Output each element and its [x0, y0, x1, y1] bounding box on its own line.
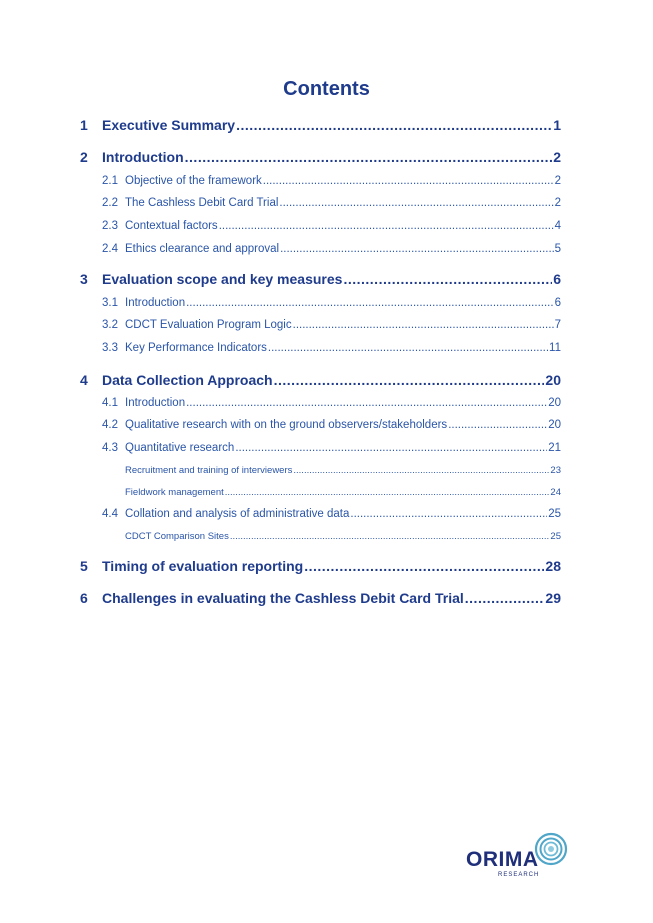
orima-logo	[464, 832, 574, 882]
toc-number: 2	[80, 149, 88, 165]
toc-page: 23	[550, 465, 561, 476]
toc-leader	[185, 149, 553, 165]
toc-leader	[274, 372, 545, 388]
toc-page: 25	[550, 531, 561, 542]
toc-number: 2.1	[102, 175, 118, 187]
toc-number: 2.2	[102, 197, 118, 209]
toc-leader	[343, 271, 552, 287]
toc-label: Quantitative research	[125, 442, 235, 454]
toc-entry-6[interactable]	[80, 590, 561, 606]
page-title: Contents	[283, 78, 370, 100]
toc-entry-4-3[interactable]	[80, 442, 561, 454]
toc-label: Fieldwork management	[125, 487, 224, 498]
toc-number: 4.2	[102, 419, 118, 431]
toc-leader	[263, 175, 554, 187]
toc-label: Contextual factors	[125, 220, 218, 232]
toc-leader	[186, 297, 553, 309]
toc-page: 20	[548, 397, 561, 409]
toc-entry-3-1[interactable]	[80, 297, 561, 309]
toc-label: Ethics clearance and approval	[125, 243, 280, 255]
toc-leader	[279, 197, 553, 209]
toc-page: 4	[554, 220, 561, 232]
toc-leader	[448, 419, 547, 431]
toc-number: 4.3	[102, 442, 118, 454]
toc-label: Introduction	[125, 397, 186, 409]
toc-entry-4-3-b[interactable]	[80, 487, 561, 498]
toc-number: 1	[80, 117, 88, 133]
toc-entry-1[interactable]	[80, 117, 561, 133]
toc-page: 2	[554, 197, 561, 209]
toc-leader	[186, 397, 547, 409]
toc-number: 4.4	[102, 508, 118, 520]
toc-leader	[230, 531, 550, 542]
toc-label: Timing of evaluation reporting	[102, 558, 304, 574]
toc-number: 3.1	[102, 297, 118, 309]
toc-page: 5	[554, 243, 561, 255]
toc-page: 28	[545, 558, 561, 574]
toc-number: 2.3	[102, 220, 118, 232]
toc-entry-2-3[interactable]	[80, 220, 561, 232]
toc-entry-4-2[interactable]	[80, 419, 561, 431]
toc-label: Objective of the framework	[125, 175, 262, 187]
toc-page: 6	[553, 271, 561, 287]
toc-number: 3.3	[102, 342, 118, 354]
toc-number: 3.2	[102, 319, 118, 331]
toc-entry-2-4[interactable]	[80, 243, 561, 255]
toc-label: Collation and analysis of administrative data	[125, 508, 350, 520]
toc-label: Introduction	[125, 297, 186, 309]
logo-wordmark: ORIMA	[466, 848, 539, 871]
toc-page: 7	[554, 319, 561, 331]
toc-entry-3-3[interactable]	[80, 342, 561, 354]
toc-leader	[350, 508, 547, 520]
toc-entry-2-2[interactable]	[80, 197, 561, 209]
toc-leader	[235, 442, 547, 454]
toc-page: 21	[548, 442, 561, 454]
toc-number: 3	[80, 271, 88, 287]
toc-label: CDCT Comparison Sites	[125, 531, 229, 542]
toc-page: 6	[554, 297, 561, 309]
toc-leader	[219, 220, 554, 232]
toc-label: Key Performance Indicators	[125, 342, 267, 354]
toc-entry-3[interactable]	[80, 271, 561, 287]
toc-leader	[268, 342, 548, 354]
toc-leader	[225, 487, 550, 498]
toc-number: 5	[80, 558, 88, 574]
toc-label: Evaluation scope and key measures	[102, 271, 343, 287]
toc-page: 29	[545, 590, 561, 606]
toc-label: Challenges in evaluating the Cashless Debit Card Trial	[102, 590, 464, 606]
toc-entry-4-4-a[interactable]	[80, 531, 561, 542]
toc-number: 6	[80, 590, 88, 606]
toc-label: CDCT Evaluation Program Logic	[125, 319, 292, 331]
toc-leader	[236, 117, 552, 133]
toc-entry-5[interactable]	[80, 558, 561, 574]
toc-label: Data Collection Approach	[102, 372, 273, 388]
toc-label: The Cashless Debit Card Trial	[125, 197, 279, 209]
toc-page: 1	[553, 117, 561, 133]
toc-number: 4	[80, 372, 88, 388]
toc-entry-4-4[interactable]	[80, 508, 561, 520]
toc-page: 2	[554, 175, 561, 187]
toc-leader	[280, 243, 554, 255]
toc-entry-3-2[interactable]	[80, 319, 561, 331]
toc-leader	[293, 319, 554, 331]
toc-label: Recruitment and training of interviewers	[125, 465, 293, 476]
toc-page: 24	[550, 487, 561, 498]
toc-page: 20	[548, 419, 561, 431]
toc-page: 20	[545, 372, 561, 388]
toc-page: 25	[548, 508, 561, 520]
logo-subtitle: RESEARCH	[498, 872, 540, 878]
toc-number: 4.1	[102, 397, 118, 409]
logo-rings-icon	[534, 832, 568, 866]
toc-entry-2[interactable]	[80, 149, 561, 165]
toc-number: 2.4	[102, 243, 118, 255]
toc-label: Executive Summary	[102, 117, 236, 133]
toc-entry-4[interactable]	[80, 372, 561, 388]
toc-page: 2	[553, 149, 561, 165]
toc-page: 11	[549, 342, 561, 354]
toc-entry-4-3-a[interactable]	[80, 465, 561, 476]
toc-leader	[304, 558, 544, 574]
toc-entry-4-1[interactable]	[80, 397, 561, 409]
toc-label: Introduction	[102, 149, 184, 165]
toc-entry-2-1[interactable]	[80, 175, 561, 187]
toc-leader	[293, 465, 549, 476]
toc-label: Qualitative research with on the ground observers/stakeholders	[125, 419, 448, 431]
toc-leader	[465, 590, 545, 606]
